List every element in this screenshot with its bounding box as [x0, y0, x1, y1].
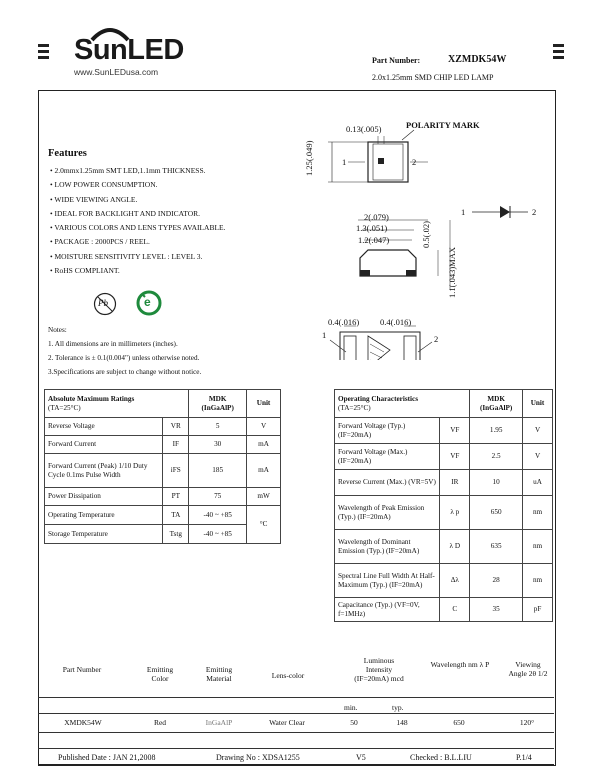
- published-date: Published Date : JAN 21,2008: [58, 753, 156, 762]
- dim-1-25: 1.25(.049): [304, 140, 314, 176]
- bottom-table-rule: [38, 713, 554, 714]
- cell-typ: 148: [396, 718, 408, 727]
- row-symbol: iFS: [163, 454, 189, 488]
- rohs-badge: [136, 290, 162, 316]
- feature-item: • MOISTURE SENSITIVITY LEVEL : LEVEL 3.: [50, 251, 203, 261]
- row-label: Storage Temperature: [45, 525, 163, 544]
- row-unit: mA: [247, 436, 281, 454]
- col-header-wavelength: Wavelength nm λ P: [430, 660, 490, 669]
- pin1-bottom-label: 1: [322, 330, 327, 340]
- cell-color: Red: [153, 718, 167, 727]
- feature-item: • IDEAL FOR BACKLIGHT AND INDICATOR.: [50, 208, 201, 218]
- notes-block: [48, 323, 308, 379]
- pin2-top-label: 2: [412, 157, 417, 167]
- note-item: 1. All dimensions are in millimeters (inches).: [48, 340, 178, 348]
- row-unit: uA: [523, 470, 553, 496]
- row-label: Spectral Line Full Width At Half-Maximum (Typ.) (IF=20mA): [335, 564, 440, 598]
- row-unit: nm: [523, 564, 553, 598]
- dim-1-2: 1.2(.047): [358, 235, 390, 245]
- feature-item: • RoHS COMPLIANT.: [50, 266, 120, 276]
- col-header-material: Emitting Material: [205, 665, 233, 683]
- row-value: 10: [470, 470, 523, 496]
- op-char-unit-header: Unit: [523, 390, 553, 418]
- table-row: [45, 525, 281, 544]
- feature-item: • 2.0mmx1.25mm SMT LED,1.1mm THICKNESS.: [50, 166, 206, 175]
- table-header-row: [45, 390, 281, 418]
- row-symbol: PT: [163, 488, 189, 506]
- table-row: [45, 454, 281, 488]
- row-label: Forward Current (Peak) 1/10 Duty Cycle 0.1ms Pulse Width: [45, 454, 163, 488]
- feature-item: • WIDE VIEWING ANGLE.: [50, 194, 138, 204]
- col-header-part: Part Number: [62, 665, 102, 674]
- dim-1-3: 1.3(.051): [356, 223, 388, 233]
- table-row: [45, 436, 281, 454]
- cell-material: InGaAlP: [205, 718, 233, 727]
- row-symbol: VF: [440, 418, 470, 444]
- menu-bars-right-icon: [553, 44, 564, 62]
- row-symbol: Tstg: [163, 525, 189, 544]
- row-unit: nm: [523, 530, 553, 564]
- pin1-top-label: 1: [342, 157, 347, 167]
- col-sub-min: min.: [344, 703, 358, 712]
- checked-by: Checked : B.L.LIU: [410, 753, 472, 762]
- note-item: 3.Specifications are subject to change without notice.: [48, 368, 202, 376]
- row-symbol: Δλ: [440, 564, 470, 598]
- brand-logo: SunLED: [74, 34, 184, 66]
- cell-min: 50: [350, 718, 358, 727]
- row-value: 5: [189, 418, 247, 436]
- row-unit: pF: [523, 598, 553, 622]
- row-unit: mW: [247, 488, 281, 506]
- feature-item: • VARIOUS COLORS AND LENS TYPES AVAILABLE.: [50, 223, 226, 233]
- row-label: Capacitance (Typ.) (VF=0V, f=1MHz): [335, 598, 440, 622]
- col-sub-typ: typ.: [392, 703, 404, 712]
- row-symbol: VR: [163, 418, 189, 436]
- row-value: 30: [189, 436, 247, 454]
- abs-max-unit-header: Unit: [247, 390, 281, 418]
- table-row: [45, 418, 281, 436]
- table-row: [335, 470, 553, 496]
- abs-max-title-cell: Absolute Maximum Ratings (TA=25°C): [45, 390, 189, 418]
- row-symbol: λ p: [440, 496, 470, 530]
- part-number: XZMDK54W: [448, 54, 507, 65]
- operating-characteristics-table: [334, 389, 553, 622]
- row-symbol: λ D: [440, 530, 470, 564]
- row-value: -40 ~ +85: [189, 525, 247, 544]
- col-header-color: Emitting Color: [146, 665, 174, 683]
- dim-0-13: 0.13(.005): [346, 124, 382, 134]
- cell-wavelength: 650: [453, 718, 465, 727]
- features-list: [50, 164, 310, 278]
- bottom-table-rule: [38, 732, 554, 733]
- row-value: 185: [189, 454, 247, 488]
- row-symbol: IR: [440, 470, 470, 496]
- notes-title: Notes:: [48, 326, 67, 334]
- version: V5: [356, 753, 366, 762]
- table-row: [335, 598, 553, 622]
- bottom-table-rule: [38, 748, 554, 749]
- row-symbol: VF: [440, 444, 470, 470]
- table-row: [335, 564, 553, 598]
- row-value: 35: [470, 598, 523, 622]
- pin2-bottom-label: 2: [434, 334, 439, 344]
- op-char-title-cell: Operating Characteristics (TA=25°C): [335, 390, 470, 418]
- features-title: Features: [48, 148, 87, 159]
- dim-0-4-left: 0.4(.016): [328, 317, 360, 327]
- note-item: 2. Tolerance is ± 0.1(0.004") unless otherwise noted.: [48, 354, 200, 362]
- dim-0-5: 0.5(.02): [421, 221, 431, 248]
- row-label: Operating Temperature: [45, 506, 163, 525]
- cell-angle: 120°: [519, 718, 535, 727]
- product-subtitle: 2.0x1.25mm SMD CHIP LED LAMP: [372, 73, 494, 82]
- row-unit: mA: [247, 454, 281, 488]
- row-value: 2.5: [470, 444, 523, 470]
- brand-url[interactable]: www.SunLEDusa.com: [74, 67, 159, 77]
- row-label: Wavelength of Dominant Emission (Typ.) (IF=20mA): [335, 530, 440, 564]
- row-label: Forward Voltage (Typ.) (IF=20mA): [335, 418, 440, 444]
- row-value: 1.95: [470, 418, 523, 444]
- table-header-row: [335, 390, 553, 418]
- row-symbol: C: [440, 598, 470, 622]
- feature-item: • LOW POWER CONSUMPTION.: [50, 180, 158, 190]
- row-unit: V: [523, 418, 553, 444]
- abs-max-mdk-header: MDK (InGaAlP): [189, 390, 247, 418]
- table-row: [335, 496, 553, 530]
- dim-0-4-right: 0.4(.016): [380, 317, 412, 327]
- page-number: P.1/4: [516, 753, 532, 762]
- lead-free-badge: [93, 292, 117, 316]
- row-unit: V: [523, 444, 553, 470]
- row-value: 28: [470, 564, 523, 598]
- table-row: [45, 488, 281, 506]
- lead-free-text: Pb: [98, 298, 108, 308]
- absolute-max-table: [44, 389, 281, 544]
- row-value: -40 ~ +85: [189, 506, 247, 525]
- table-row: [335, 444, 553, 470]
- table-row: [335, 418, 553, 444]
- row-unit: V: [247, 418, 281, 436]
- table-row: [335, 530, 553, 564]
- row-unit: °C: [247, 506, 281, 544]
- col-header-angle: Viewing Angle 2θ 1/2: [508, 660, 548, 678]
- col-header-lens: Lens-color: [271, 671, 305, 680]
- row-label: Power Dissipation: [45, 488, 163, 506]
- row-symbol: TA: [163, 506, 189, 525]
- row-label: Forward Voltage (Max.) (IF=20mA): [335, 444, 440, 470]
- table-row: [45, 506, 281, 525]
- dim-1-1-max: 1.1(.043)MAX: [447, 247, 457, 298]
- polarity-mark-label: POLARITY MARK: [406, 120, 480, 130]
- row-value: 635: [470, 530, 523, 564]
- col-header-intensity: Luminous Intensity (IF=20mA) mcd: [354, 656, 404, 683]
- part-number-label: Part Number:: [372, 56, 421, 65]
- cell-part: XMDK54W: [64, 718, 102, 727]
- row-unit: nm: [523, 496, 553, 530]
- diode-pin2-label: 2: [532, 207, 537, 217]
- drawing-number: Drawing No : XDSA1255: [216, 753, 300, 762]
- bottom-table-rule: [38, 697, 554, 698]
- row-label: Wavelength of Peak Emission (Typ.) (IF=20mA): [335, 496, 440, 530]
- row-label: Forward Current: [45, 436, 163, 454]
- feature-item: • PACKAGE : 2000PCS / REEL.: [50, 237, 150, 247]
- row-symbol: IF: [163, 436, 189, 454]
- row-label: Reverse Voltage: [45, 418, 163, 436]
- row-value: 75: [189, 488, 247, 506]
- cell-lens: Water Clear: [269, 718, 305, 727]
- row-value: 650: [470, 496, 523, 530]
- rohs-e-text: e: [144, 295, 151, 309]
- row-label: Reverse Current (Max.) (VR=5V): [335, 470, 440, 496]
- footer-rule: [38, 764, 554, 765]
- op-char-mdk-header: MDK (InGaAlP): [470, 390, 523, 418]
- diode-pin1-label: 1: [461, 207, 466, 217]
- dim-2: 2(.079): [364, 212, 389, 222]
- menu-bars-left-icon: [38, 44, 49, 62]
